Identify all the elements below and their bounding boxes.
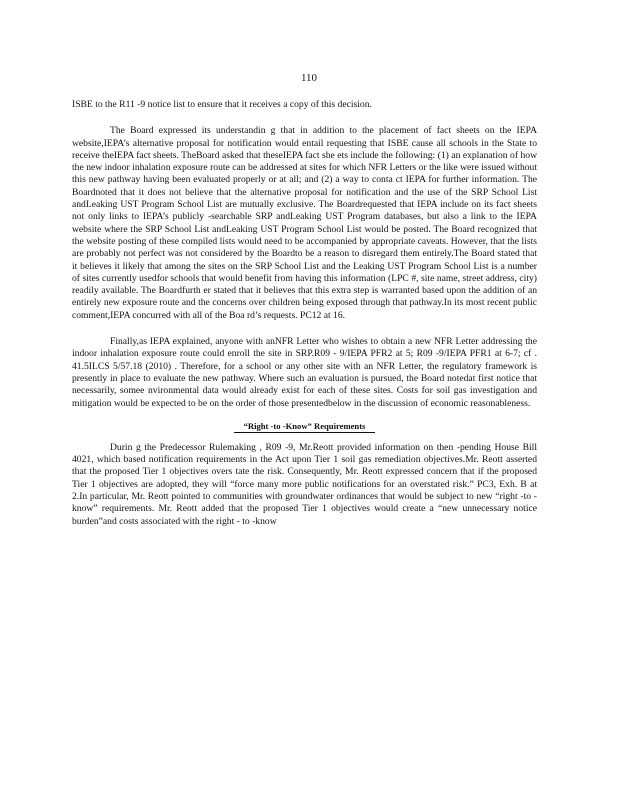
paragraph-board-expressed: The Board expressed its understandin g that in addition to the placement of fact sheets on the IEPA website,IEPA’s alternative proposal for notification would entail requesting that ISBE cause all schools in the State to receive theIEPA fact sheets. TheBoard asked that theseIEPA fact she ets include the following: (1) an explanation of how the new indoor inhalation exposure route can be addressed at sites for which NFR Letters or the like were issued without this new pathway having been evaluated properly or at all; and (2) a way to conta ct IEPA for further information. The Boardnoted that it does not believe that the alternative proposal for notification and the use of the SRP School List andLeaking UST Program School List are mutually exclusive. The Boardrequested that IEPA include on its fact sheets not only links to IEPA’s publicly -searchable SRP andLeaking UST Program databases, but also a link to the IEPA website where the SRP School List andLeaking UST Program School List would be posted. The Board recognized that the website posting of these compiled lists would need to be accompanied by appropriate caveats. However, that the lists are probably not perfect was not considered by the Boardto be a reason to disregard them entirely.The Board stated that it believes it likely that among the sites on the SRP School List and the Leaking UST Program School List is a number of sites currently usedfor schools that would benefit from having this information (LPC #, site name, street address, city) readily available. The Boardfurth er stated that it believes that this extra step is warranted based upon the addition of an entirely new exposure route and the concerns over children being exposed through that pathway.In its most recent public comment,IEPA concurred with all of the Boa rd’s requests. PC12 at 16.	[72, 125, 537, 321]
paragraph-predecessor-rulemaking: Durin g the Predecessor Rulemaking , R09 -9, Mr.Reott provided information on then -pending House Bill 4021, which based notification requirements in the Act upon Tier 1 soil gas remediation objectives.Mr. Reott asserted that the proposed Tier 1 objectives overs tate the risk. Consequently, Mr. Reott expressed concern that if the proposed Tier 1 objectives are adopted, they will “force many more public notifications for an overstated risk.” PC3, Exh. B at 2.In particular, Mr. Reott pointed to communities with groundwater ordinances that would be subject to new “right -to -know” requirements. Mr. Reott added that the proposed Tier 1 objectives would create a “new unnecessary notice burden”and costs associated with the right - to -know	[72, 441, 537, 527]
paragraph-finally: Finally,as IEPA explained, anyone with anNFR Letter who wishes to obtain a new NFR Letter addressing the indoor inhalation exposure route could enroll the site in SRP.R09 - 9/IEPA PFR2 at 5; R09 -9/IEPA PFR1 at 6-7; cf . 41.5ILCS 5/57.18 (2010) . Therefore, for a school or any other site with an NFR Letter, the regulatory framework is presently in place to evaluate the new pathway. Where such an evaluation is pursued, the Board notedat first notice that necessarily, somee nvironmental data would already exist for each of these sites. Costs for soil gas investigation and mitigation would be expected to be on the order of those presentedbelow in the discussion of economic reasonableness.	[72, 336, 537, 409]
section-heading	[72, 420, 537, 432]
page-number: 110	[300, 72, 318, 84]
document-body	[72, 99, 537, 528]
section-heading-text: “Right -to -Know” Requirements	[234, 421, 376, 433]
paragraph-continuation: ISBE to the R11 -9 notice list to ensure that it receives a copy of this decision.	[72, 99, 372, 110]
